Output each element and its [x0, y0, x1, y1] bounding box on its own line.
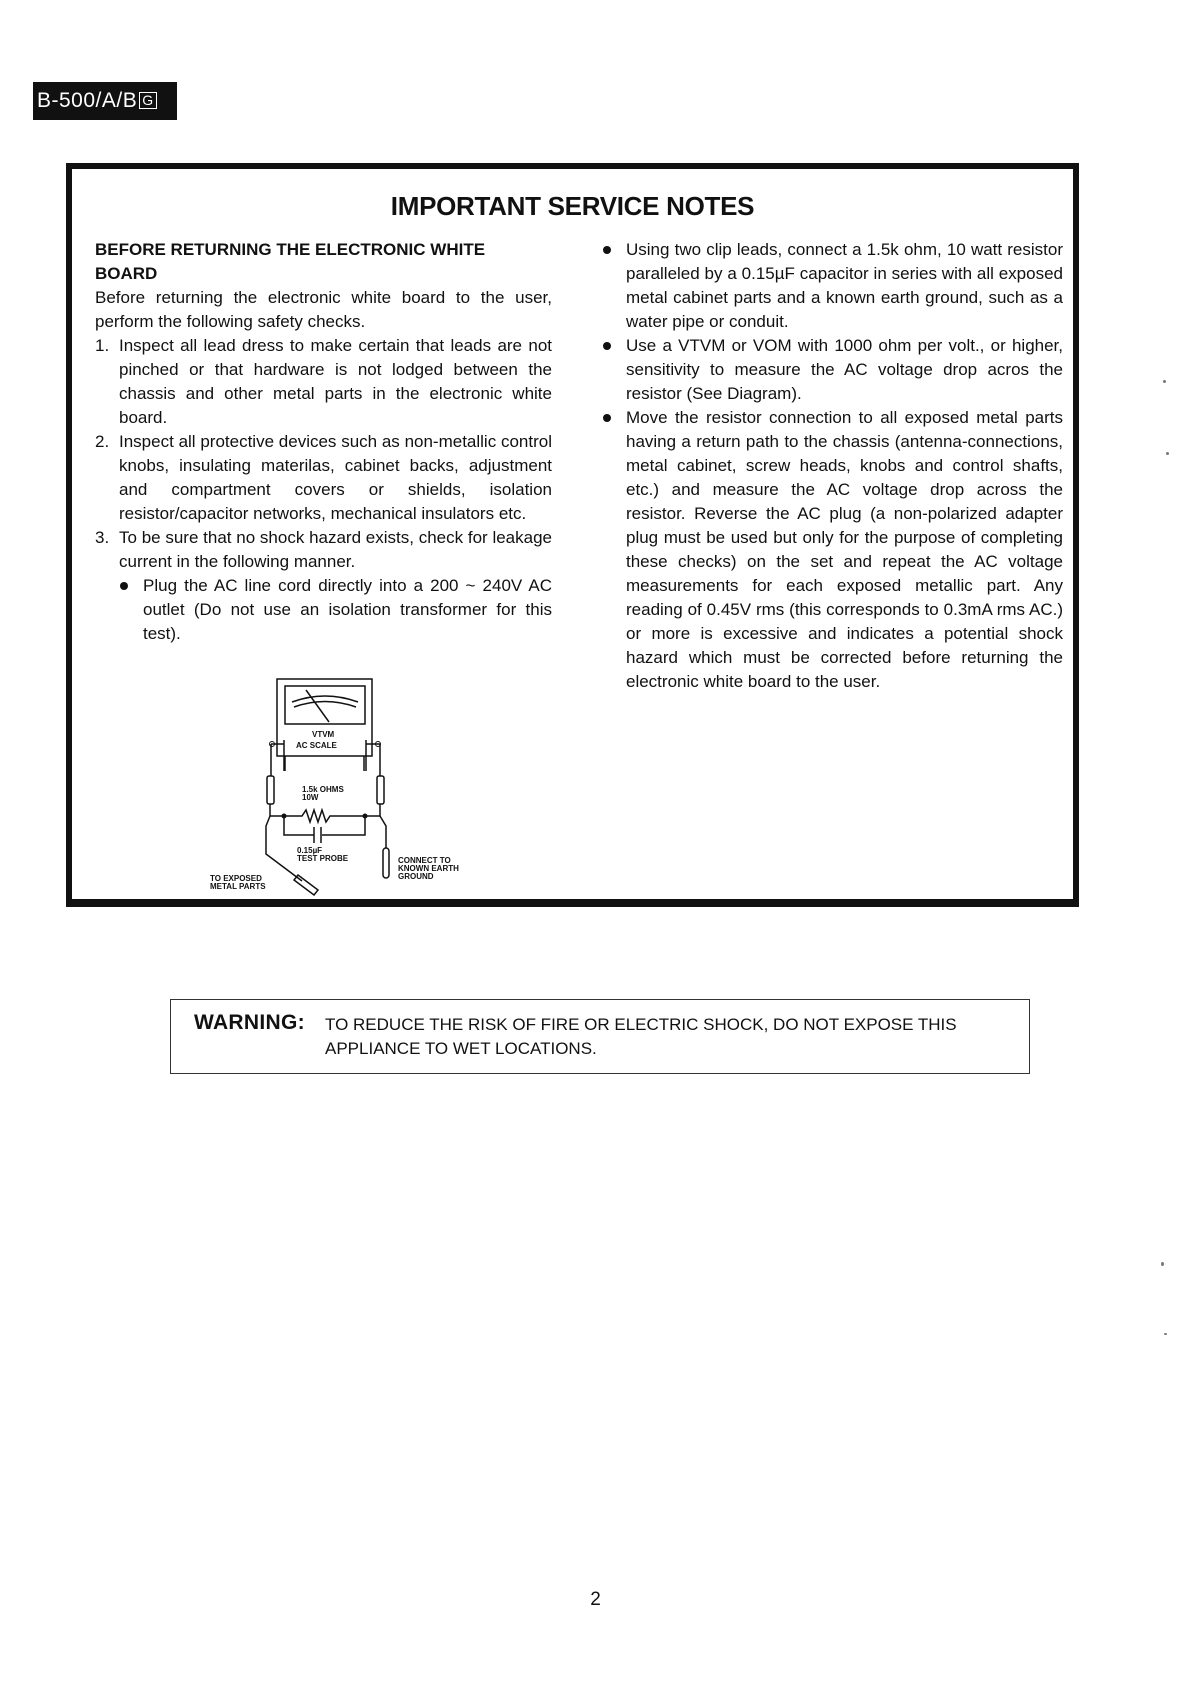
intro-paragraph: Before returning the electronic white board to the user, perform the following safety checks. — [95, 288, 552, 331]
meter-needle — [306, 690, 329, 722]
ground-label-line3: GROUND — [398, 872, 434, 881]
step-item — [95, 334, 552, 430]
bullet-dot — [603, 246, 611, 254]
leakage-test-diagram — [202, 676, 472, 896]
capacitor-label: 0.15µF — [297, 846, 323, 855]
model-suffix-badge: G — [139, 92, 156, 109]
service-notes-box — [66, 163, 1079, 907]
exposed-parts-label-line1: TO EXPOSED — [210, 874, 262, 883]
bullet-dot — [603, 414, 611, 422]
scan-speck — [1163, 380, 1166, 383]
scan-speck — [1164, 1333, 1167, 1335]
ground-label-line1: CONNECT TO — [398, 856, 451, 865]
notes-left-column — [95, 238, 552, 646]
ground-label-line2: KNOWN EARTH — [398, 864, 459, 873]
clip-lead-left — [267, 776, 274, 804]
model-tag — [33, 82, 177, 120]
bullet-text: Use a VTVM or VOM with 1000 ohm per volt., or higher, sensitivity to measure the AC voltage drop acros the resistor (See Diagram). — [626, 336, 1063, 403]
page-number: 2 — [590, 1589, 601, 1610]
bullet-item — [602, 238, 1063, 334]
circuit-diagram-svg — [202, 676, 472, 896]
step-text: To be sure that no shock hazard exists, check for leakage current in the following manner. — [119, 528, 552, 571]
step-text: Inspect all protective devices such as non-metallic control knobs, insulating materilas, cabinet backs, adjustment and compartment covers or shields, isolation resistor/capacitor networks, mechanical insulators etc. — [119, 432, 552, 523]
bullet-item — [95, 574, 552, 646]
warning-box — [170, 999, 1030, 1074]
bullet-item — [602, 406, 1063, 694]
bullet-dot — [603, 342, 611, 350]
bullet-text: Move the resistor connection to all exposed metal parts having a return path to the chassis (antenna-connections, metal cabinet, screw heads, knobs and control shafts, etc.) and measure the AC voltage drop across the resistor. Reverse the AC plug (a non-polarized adapter plug must be used but only for the purpose of completing these checks) on the set and repeat the AC voltage measurements for each exposed metallic part. Any reading of 0.45V rms (this corresponds to 0.3mA rms AC.) or more is excessive and indicates a potential shock hazard which must be corrected before returning the electronic white board to the user. — [626, 408, 1063, 691]
warning-text: TO REDUCE THE RISK OF FIRE OR ELECTRIC SHOCK, DO NOT EXPOSE THIS APPLIANCE TO WET LOCATIONS. — [325, 1015, 957, 1058]
bullet-text: Using two clip leads, connect a 1.5k ohm, 10 watt resistor paralleled by a 0.15µF capacitor in series with all exposed metal cabinet parts and a known earth ground, such as a water pipe or conduit. — [626, 240, 1063, 331]
resistor-watt-label: 10W — [302, 793, 319, 802]
meter-face — [285, 686, 365, 724]
model-number: B-500/A/B — [37, 89, 138, 112]
bullet-item — [602, 334, 1063, 406]
step-item — [95, 526, 552, 574]
meter-label: VTVM — [312, 730, 335, 739]
scan-speck — [1161, 1262, 1164, 1266]
warning-label: WARNING: — [194, 1011, 305, 1034]
step-number: 3. — [95, 528, 110, 547]
meter-scale-arcs — [292, 696, 358, 707]
bullet-text: Plug the AC line cord directly into a 200 ~ 240V AC outlet (Do not use an isolation transformer for this test). — [143, 576, 552, 643]
step-text: Inspect all lead dress to make certain that leads are not pinched or that hardware is not lodged between the chassis and other metal parts in the electronic white board. — [119, 336, 552, 427]
section-heading: BEFORE RETURNING THE ELECTRONIC WHITE BOARD — [95, 240, 486, 283]
step-number: 1. — [95, 336, 110, 355]
notes-title: IMPORTANT SERVICE NOTES — [390, 191, 755, 221]
bullet-dot — [120, 582, 128, 590]
scale-label: AC SCALE — [296, 741, 337, 750]
resistor-value-label: 1.5k OHMS — [302, 785, 344, 794]
scan-speck — [1166, 452, 1169, 455]
ground-clip — [383, 848, 389, 878]
step-item — [95, 430, 552, 526]
clip-lead-right — [377, 776, 384, 804]
step-number: 2. — [95, 432, 110, 451]
exposed-parts-label-line2: METAL PARTS — [210, 882, 266, 891]
probe-label: TEST PROBE — [297, 854, 349, 863]
notes-right-column — [602, 238, 1063, 694]
